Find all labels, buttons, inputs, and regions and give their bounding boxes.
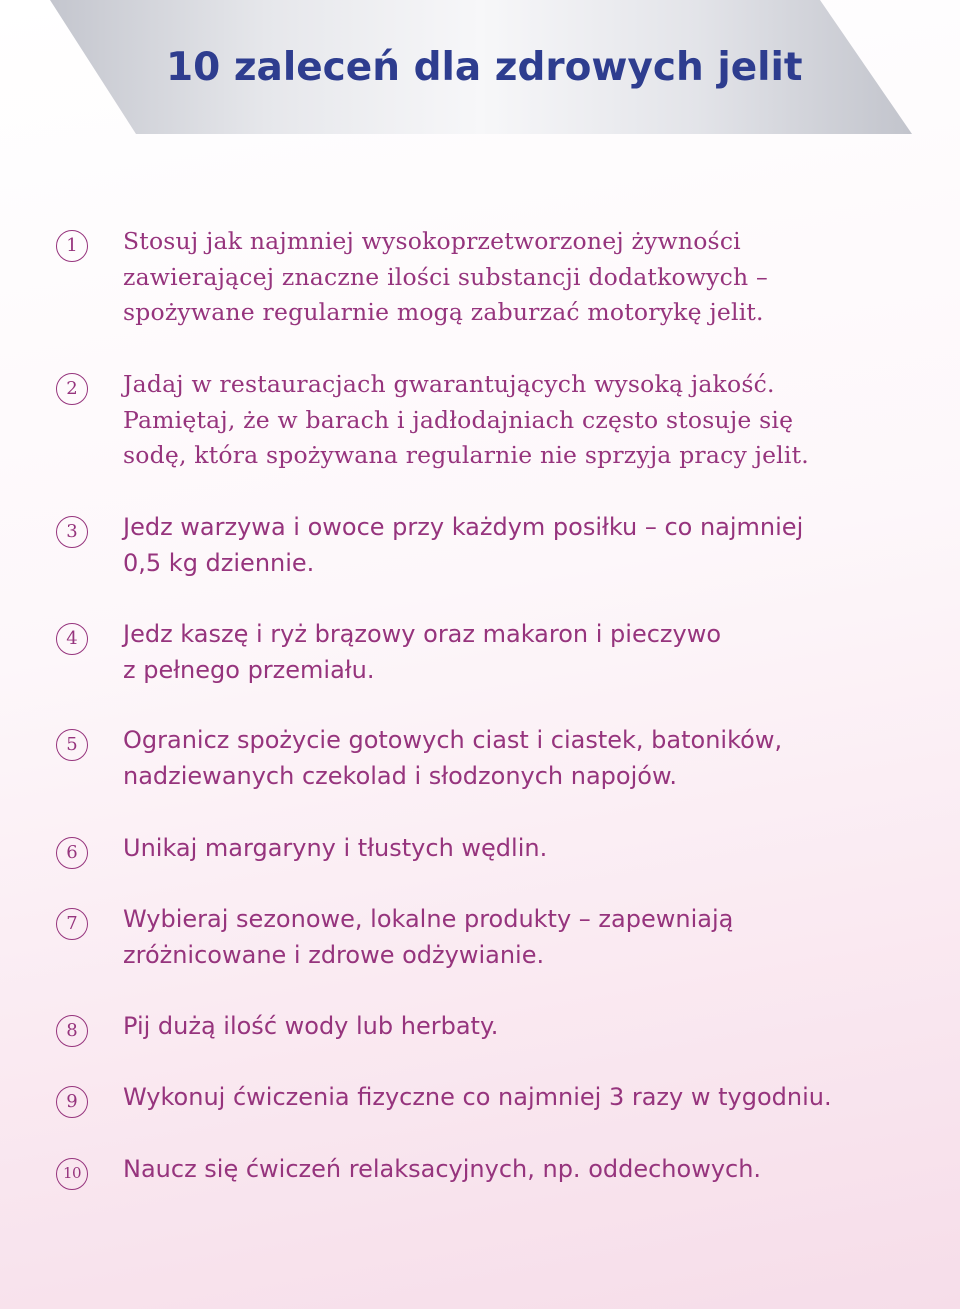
item-text <box>123 902 923 973</box>
item-number-badge: 1 <box>56 230 88 262</box>
item-text-line: Naucz się ćwiczeń relaksacyjnych, np. oddechowych. <box>123 1155 762 1183</box>
item-number-badge: 2 <box>56 373 88 405</box>
item-text-line: Wykonuj ćwiczenia fizyczne co najmniej 3 razy w tygodniu. <box>123 1083 832 1111</box>
page-title: 10 zaleceń dla zdrowych jelit <box>166 45 803 90</box>
item-number-badge: 7 <box>56 908 88 940</box>
item-text-line: Ogranicz spożycie gotowych ciast i ciastek, batoników, <box>123 726 783 754</box>
item-text <box>123 1009 923 1045</box>
item-number-badge: 4 <box>56 623 88 655</box>
item-text-line: Jedz kaszę i ryż brązowy oraz makaron i pieczywo <box>123 620 722 648</box>
item-text <box>123 510 923 581</box>
item-number-badge: 6 <box>56 837 88 869</box>
item-text <box>123 617 923 688</box>
item-text <box>123 723 923 794</box>
item-text <box>123 367 923 474</box>
item-text-line: Wybieraj sezonowe, lokalne produkty – zapewniają <box>123 905 734 933</box>
item-text-line: sodę, która spożywana regularnie nie sprzyja pracy jelit. <box>123 441 809 469</box>
item-text-line: spożywane regularnie mogą zaburzać motorykę jelit. <box>123 298 764 326</box>
item-text-line: Pamiętaj, że w barach i jadłodajniach często stosuje się <box>123 405 794 434</box>
item-text <box>123 1152 923 1188</box>
item-number-badge: 8 <box>56 1015 88 1047</box>
item-text <box>123 1080 923 1116</box>
item-text-line: Jadaj w restauracjach gwarantujących wysoką jakość. <box>123 370 775 398</box>
item-text <box>123 831 923 867</box>
item-text-line: Pij dużą ilość wody lub herbaty. <box>123 1012 499 1040</box>
item-text <box>123 224 923 331</box>
item-number-badge: 5 <box>56 729 88 761</box>
item-text-line: zróżnicowane i zdrowe odżywianie. <box>123 940 545 969</box>
item-number-badge: 3 <box>56 516 88 548</box>
item-text-line: z pełnego przemiału. <box>123 655 375 684</box>
item-text-line: Stosuj jak najmniej wysokoprzetworzonej żywności <box>123 227 741 255</box>
item-text-line: nadziewanych czekolad i słodzonych napojów. <box>123 761 678 790</box>
item-number-badge: 10 <box>56 1158 88 1190</box>
item-text-line: Unikaj margaryny i tłustych wędlin. <box>123 834 548 862</box>
item-number-badge: 9 <box>56 1086 88 1118</box>
item-text-line: zawierającej znaczne ilości substancji dodatkowych – <box>123 262 768 291</box>
item-text-line: 0,5 kg dziennie. <box>123 548 315 577</box>
item-text-line: Jedz warzywa i owoce przy każdym posiłku – co najmniej <box>123 513 804 541</box>
